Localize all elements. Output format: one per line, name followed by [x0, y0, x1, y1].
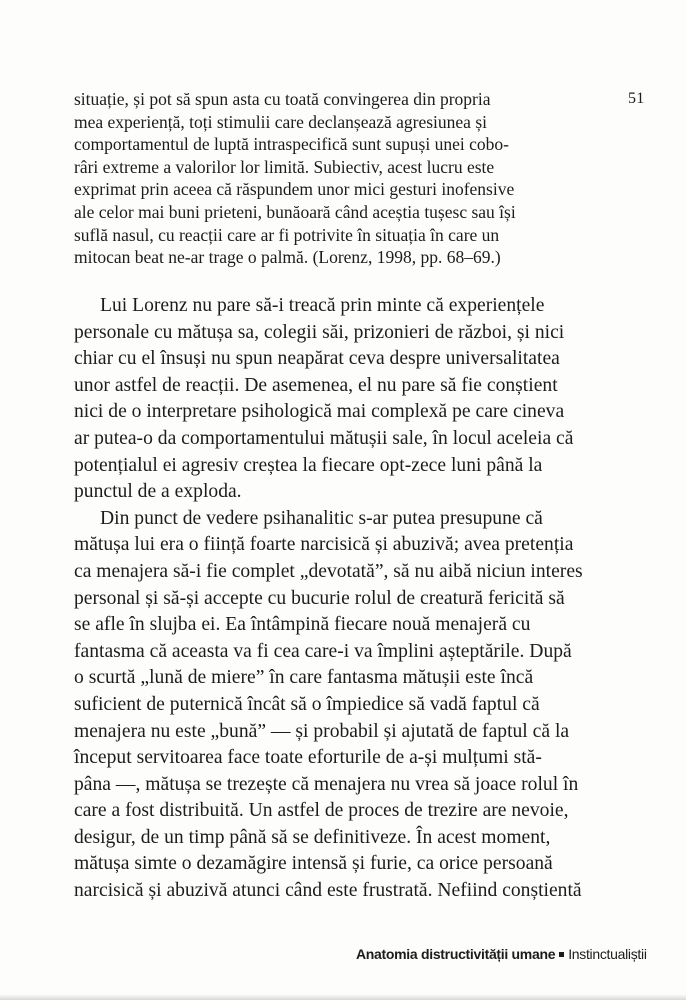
- text-line: punctul de a exploda.: [74, 481, 242, 503]
- running-footer: [356, 946, 647, 962]
- block-quote: [74, 88, 622, 269]
- text-line: nici de o interpretare psihologică mai complexă pe care cineva: [74, 401, 565, 423]
- footer-book-title: Anatomia distructivității umane: [356, 946, 556, 962]
- text-line: narcisică și abuzivă atunci când este frustrată. Nefiind conștientă: [74, 880, 582, 902]
- text-line: mătușa lui era o ființă foarte narcisică și abuzivă; avea pretenția: [74, 534, 574, 556]
- text-line: mătușa simte o dezamăgire intensă și furie, ca orice persoană: [74, 853, 553, 875]
- text-line: pâna —, mătușa se trezește că menajera nu vrea să joace rolul în: [74, 773, 579, 795]
- quote-line: mitocan beat ne-ar trage o palmă. (Lorenz, 1998, pp. 68–69.): [74, 247, 501, 268]
- text-line: desigur, de un timp până să se definitiveze. În acest moment,: [74, 826, 551, 848]
- text-line: ar putea-o da comportamentului mătușii sale, în locul aceleia că: [74, 427, 574, 449]
- body-text: [74, 293, 630, 905]
- text-line: o scurtă „lună de miere” în care fantasma mătușii este încă: [74, 667, 534, 689]
- text-line: chiar cu el însuși nu spun neapărat ceva despre universalitatea: [74, 348, 560, 370]
- quote-line: situație, și pot să spun asta cu toată convingerea din propria: [74, 89, 491, 109]
- page-number: 51: [628, 90, 645, 107]
- quote-line: suflă nasul, cu reacții care ar fi potrivite în situația în care un: [74, 224, 500, 245]
- text-line: personale cu mătușa sa, colegii săi, prizonieri de război, și nici: [74, 321, 565, 343]
- paragraph-1: [74, 293, 630, 506]
- text-line: Lui Lorenz nu pare să-i treacă prin minte că experiențele: [100, 295, 545, 316]
- text-line: fantasma că aceasta va fi cea care-i va împlini așteptările. După: [74, 640, 572, 662]
- text-line: unor astfel de reacții. De asemenea, el nu pare să fie conștient: [74, 374, 558, 396]
- text-line: început servitoarea face toate eforturile de a-și mulțumi stă-: [74, 747, 542, 769]
- scan-edge: [0, 994, 686, 1000]
- quote-line: exprimat prin aceea că răspundem unor mici gesturi inofensive: [74, 179, 515, 200]
- quote-line: comportamentul de luptă intraspecifică sunt supuși unei cobo-: [74, 134, 509, 155]
- text-line: care a fost distribuită. Un astfel de proces de trezire are nevoie,: [74, 800, 569, 822]
- quote-line: ale celor mai buni prieteni, bunăoară când aceștia tușesc sau își: [74, 201, 516, 222]
- footer-chapter-title: Instinctualiștii: [568, 946, 647, 962]
- footer-separator: [559, 952, 564, 957]
- text-line: ca menajera să-i fie complet „devotată”, să nu aibă niciun interes: [74, 560, 583, 582]
- text-line: personal și să-și accepte cu bucurie rolul de creatură fericită să: [74, 587, 565, 609]
- text-line: Din punct de vedere psihanalitic s-ar putea presupune că: [100, 507, 543, 529]
- quote-line: râri extreme a valorilor lor limită. Subiectiv, acest lucru este: [74, 156, 495, 177]
- text-line: menajera nu este „bună” — și probabil și ajutată de faptul că la: [74, 720, 570, 742]
- text-line: potențialul ei agresiv creștea la fiecare opt-zece luni până la: [74, 454, 543, 476]
- quote-line: mea experiență, toți stimulii care declanșează agresiunea și: [74, 111, 488, 132]
- paragraph-2: [74, 506, 630, 905]
- text-line: suficient de puternică încât să o împiedice să vadă faptul că: [74, 693, 540, 715]
- text-line: se afle în slujba ei. Ea întâmpină fiecare nouă menajeră cu: [74, 614, 531, 636]
